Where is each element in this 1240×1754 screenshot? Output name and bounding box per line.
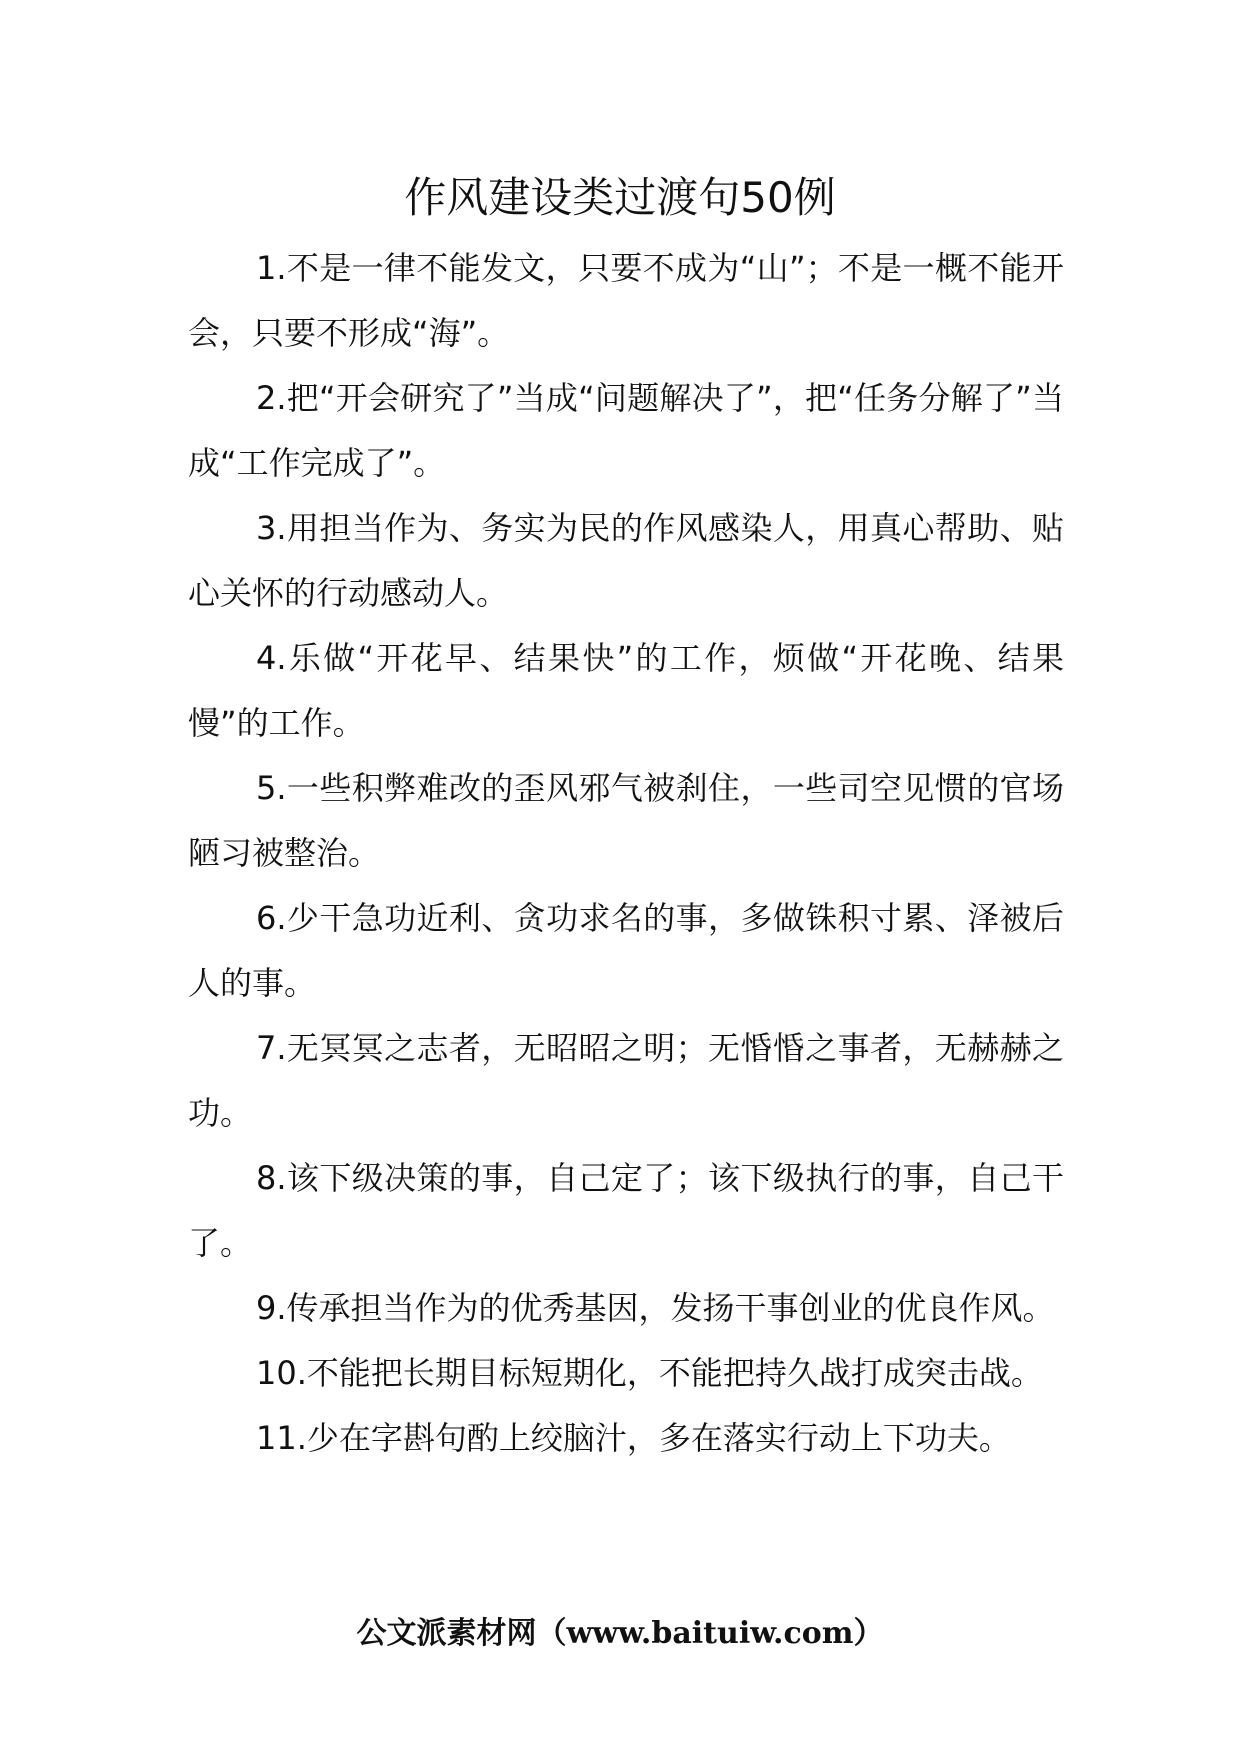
list-item: 10.不能把长期目标短期化，不能把持久战打成突击战。	[256, 1354, 1043, 1392]
source-footer: 公文派素材网（www.baituiw.com）	[356, 1616, 884, 1651]
list-item: 4.乐做“开花早、结果快”的工作，烦做“开花晚、结果慢”的工作。	[188, 639, 1064, 742]
list-item: 11.少在字斟句酌上绞脑汁，多在落实行动上下功夫。	[256, 1419, 1011, 1457]
list-item: 6.少干急功近利、贪功求名的事，多做铢积寸累、泽被后人的事。	[188, 899, 1064, 1002]
list-item: 5.一些积弊难改的歪风邪气被刹住，一些司空见惯的官场陋习被整治。	[188, 769, 1064, 872]
list-item: 7.无冥冥之志者，无昭昭之明；无惛惛之事者，无赫赫之功。	[188, 1029, 1064, 1132]
list-item: 1.不是一律不能发文，只要不成为“山”；不是一概不能开会，只要不形成“海”。	[188, 249, 1064, 352]
list-item: 3.用担当作为、务实为民的作风感染人，用真心帮助、贴心关怀的行动感动人。	[188, 509, 1064, 612]
document-title: 作风建设类过渡句50例	[404, 173, 836, 222]
document-body	[188, 236, 1064, 1471]
list-item: 9.传承担当作为的优秀基因，发扬干事创业的优良作风。	[256, 1289, 1055, 1327]
list-item: 2.把“开会研究了”当成“问题解决了”，把“任务分解了”当成“工作完成了”。	[188, 379, 1064, 482]
list-item: 8.该下级决策的事，自己定了；该下级执行的事，自己干了。	[188, 1159, 1064, 1262]
